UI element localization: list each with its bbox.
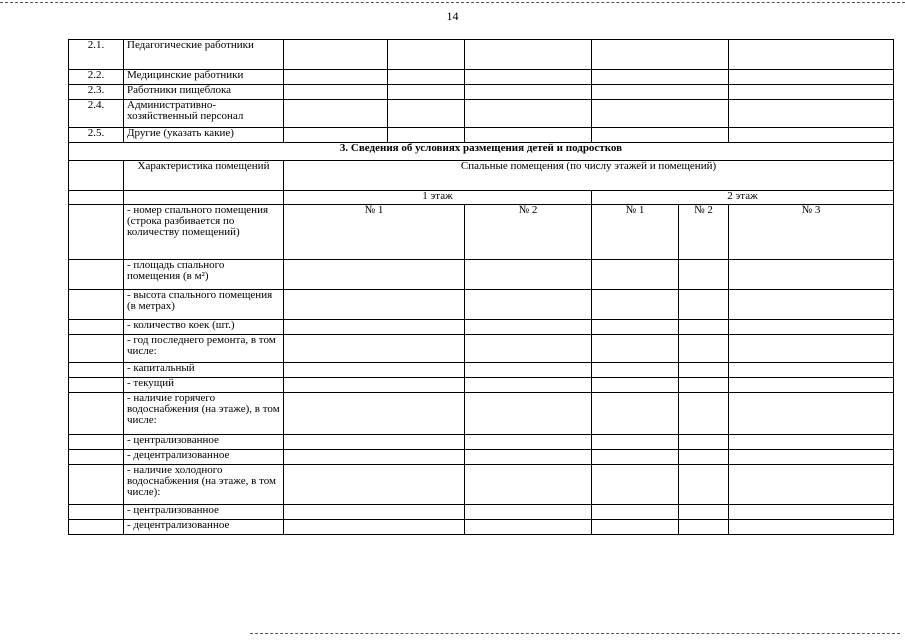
data-row [69,393,894,435]
row-label: - год последнего ремонта, в том числе: [124,335,284,363]
empty-cell [69,260,124,290]
bottom-scan-line [250,633,900,634]
empty-cell [465,465,592,505]
data-row [69,378,894,393]
empty-cell [465,100,592,128]
empty-cell [679,363,729,378]
empty-cell [729,40,894,70]
empty-cell [284,505,465,520]
empty-cell [124,191,284,205]
empty-cell [465,320,592,335]
empty-cell [69,393,124,435]
sleeping-rooms-header: Спальные помещения (по числу этажей и помещений) [284,161,894,191]
top-scan-line [0,2,905,3]
room-number: № 2 [465,205,592,260]
room-number: № 3 [729,205,894,260]
data-row [69,335,894,363]
empty-cell [592,505,679,520]
document-table [68,39,894,535]
section-title: 3. Сведения об условиях размещения детей и подростков [69,143,894,161]
empty-cell [592,450,679,465]
characteristics-header: Характеристика помещений [124,161,284,191]
empty-cell [465,335,592,363]
empty-cell [465,260,592,290]
row-label: - площадь спального помещения (в м²) [124,260,284,290]
row-label: - децентрализованное [124,450,284,465]
empty-cell [69,450,124,465]
row-label: - капитальный [124,363,284,378]
empty-cell [592,128,729,143]
page-number: 14 [446,9,459,23]
empty-cell [388,40,465,70]
empty-cell [729,260,894,290]
row-label: Работники пищеблока [124,85,284,100]
data-row [69,505,894,520]
empty-cell [729,505,894,520]
empty-cell [69,205,124,260]
empty-cell [592,335,679,363]
empty-cell [679,520,729,535]
empty-cell [465,70,592,85]
room-number: № 1 [284,205,465,260]
empty-cell [729,128,894,143]
empty-cell [729,100,894,128]
empty-cell [465,290,592,320]
empty-cell [592,85,729,100]
data-row [69,320,894,335]
empty-cell [465,363,592,378]
empty-cell [679,260,729,290]
row-label: - номер спального помещения (строка разбивается по количеству помещений) [124,205,284,260]
empty-cell [729,465,894,505]
empty-cell [465,40,592,70]
empty-cell [729,320,894,335]
empty-cell [729,450,894,465]
data-row [69,450,894,465]
data-row [69,205,894,260]
row-label: - централизованное [124,505,284,520]
staff-row [69,128,894,143]
section-title-row [69,143,894,161]
empty-cell [679,290,729,320]
row-number: 2.2. [69,70,124,85]
row-label: - наличие холодного водоснабжения (на этаже, в том числе): [124,465,284,505]
empty-cell [388,128,465,143]
empty-cell [592,378,679,393]
row-label: Другие (указать какие) [124,128,284,143]
empty-cell [729,520,894,535]
empty-cell [465,520,592,535]
row-label: - высота спального помещения (в метрах) [124,290,284,320]
empty-cell [284,85,388,100]
row-label: Педагогические работники [124,40,284,70]
empty-cell [729,70,894,85]
empty-cell [284,465,465,505]
staff-row [69,100,894,128]
empty-cell [729,290,894,320]
empty-cell [284,378,465,393]
empty-cell [284,335,465,363]
empty-cell [592,70,729,85]
empty-cell [284,260,465,290]
empty-cell [679,505,729,520]
empty-cell [284,520,465,535]
empty-cell [69,505,124,520]
row-number: 2.3. [69,85,124,100]
empty-cell [465,450,592,465]
empty-cell [592,435,679,450]
empty-cell [729,363,894,378]
row-label: - текущий [124,378,284,393]
empty-cell [679,435,729,450]
empty-cell [284,290,465,320]
row-label: - децентрализованное [124,520,284,535]
row-number: 2.4. [69,100,124,128]
row-label: Медицинские работники [124,70,284,85]
row-label: - количество коек (шт.) [124,320,284,335]
staff-row [69,40,894,70]
empty-cell [679,320,729,335]
empty-cell [69,191,124,205]
staff-row [69,70,894,85]
empty-cell [465,85,592,100]
empty-cell [729,335,894,363]
empty-cell [592,320,679,335]
empty-cell [679,465,729,505]
empty-cell [592,40,729,70]
row-label: - централизованное [124,435,284,450]
floor-1-header: 1 этаж [284,191,592,205]
empty-cell [592,260,679,290]
empty-cell [592,520,679,535]
empty-cell [465,435,592,450]
empty-cell [465,505,592,520]
empty-cell [284,435,465,450]
empty-cell [284,363,465,378]
empty-cell [388,70,465,85]
empty-cell [729,435,894,450]
floor-2-header: 2 этаж [592,191,894,205]
data-row [69,465,894,505]
room-number: № 2 [679,205,729,260]
data-row [69,520,894,535]
empty-cell [679,393,729,435]
empty-cell [69,290,124,320]
row-label: Административно-хозяйственный персонал [124,100,284,128]
empty-cell [284,320,465,335]
empty-cell [592,465,679,505]
empty-cell [679,378,729,393]
empty-cell [592,290,679,320]
empty-cell [69,520,124,535]
empty-cell [284,450,465,465]
row-number: 2.5. [69,128,124,143]
empty-cell [465,128,592,143]
empty-cell [69,363,124,378]
empty-cell [284,40,388,70]
empty-cell [284,70,388,85]
empty-cell [679,335,729,363]
data-row [69,363,894,378]
empty-cell [69,435,124,450]
empty-cell [729,393,894,435]
data-row [69,260,894,290]
empty-cell [69,335,124,363]
empty-cell [592,393,679,435]
empty-cell [69,161,124,191]
empty-cell [284,393,465,435]
empty-cell [592,363,679,378]
data-row [69,290,894,320]
floor-header-row [69,191,894,205]
column-header-row [69,161,894,191]
empty-cell [729,85,894,100]
empty-cell [388,85,465,100]
empty-cell [388,100,465,128]
row-label: - наличие горячего водоснабжения (на этаже), в том числе: [124,393,284,435]
empty-cell [465,393,592,435]
empty-cell [69,320,124,335]
empty-cell [284,100,388,128]
empty-cell [592,100,729,128]
staff-row [69,85,894,100]
empty-cell [729,378,894,393]
empty-cell [69,465,124,505]
row-number: 2.1. [69,40,124,70]
room-number: № 1 [592,205,679,260]
data-row [69,435,894,450]
empty-cell [679,450,729,465]
empty-cell [284,128,388,143]
empty-cell [69,378,124,393]
empty-cell [465,378,592,393]
